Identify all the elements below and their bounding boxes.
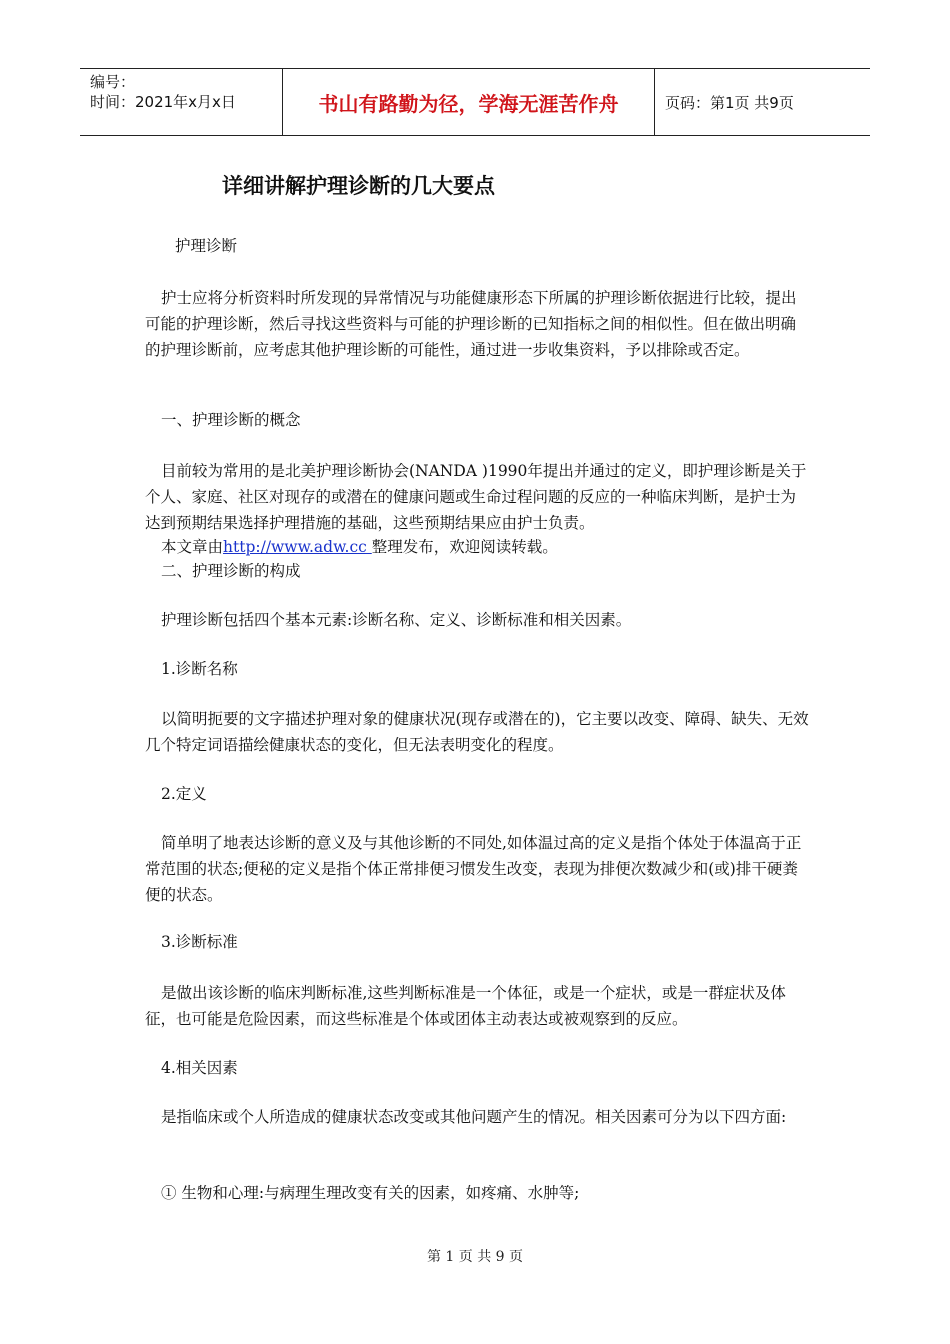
time-label: 时间：2021年x月x日 [90,93,236,111]
paragraph: 是做出该诊断的临床判断标准,这些判断标准是一个体征，或是一个症状，或是一群症状及体征，也可能是危险因素，而这些标准是个体或团体主动表达或被观察到的反应。 [145,984,786,1028]
paragraph: 是指临床或个人所造成的健康状态改变或其他问题产生的情况。相关因素可分为以下四方面: [161,1108,787,1126]
subsection-heading: 4.相关因素 [161,1059,238,1077]
number-label: 编号： [90,73,136,91]
section-heading: 一、护理诊断的概念 [161,411,301,429]
document-title: 详细讲解护理诊断的几大要点 [222,174,495,198]
paragraph: 目前较为常用的是北美护理诊断协会(NANDA )1990年提出并通过的定义，即护理诊断是关于个人、家庭、社区对现存的或潜在的健康问题或生命过程问题的反应的一种临床判断，是护士为达到预期结果选择护理措施的基础，这些预期结果应由护士负责。 [145,462,807,532]
paragraph: 简单明了地表达诊断的意义及与其他诊断的不同处,如体温过高的定义是指个体处于体温高于正常范围的状态;便秘的定义是指个体正常排便习惯发生改变，表现为排便次数减少和(或)排干硬粪便的状态。 [145,834,802,904]
source-note-suffix: 整理发布，欢迎阅读转载。 [371,538,558,556]
paragraph: 护士应将分析资料时所发现的异常情况与功能健康形态下所属的护理诊断依据进行比较，提出可能的护理诊断，然后寻找这些资料与可能的护理诊断的已知指标之间的相似性。但在做出明确的护理诊断前，应考虑其他护理诊断的可能性，通过进一步收集资料，予以排除或否定。 [145,289,797,359]
paragraph-intro-label: 护理诊断 [175,237,238,255]
section-heading: 二、护理诊断的构成 [161,562,301,580]
subsection-heading: 1.诊断名称 [161,660,238,678]
subsection-heading: 2.定义 [161,785,207,803]
header-page-info: 页码：第1页 共9页 [665,93,794,112]
subsection-heading: 3.诊断标准 [161,933,238,951]
header-table [80,68,870,136]
source-note [145,534,810,560]
page-footer: 第 1 页 共 9 页 [426,1249,524,1265]
header-motto: 书山有路勤为径，学海无涯苦作舟 [282,69,655,135]
paragraph: 以简明扼要的文字描述护理对象的健康状况(现存或潜在的)，它主要以改变、障碍、缺失、无效几个特定词语描绘健康状态的变化，但无法表明变化的程度。 [145,710,809,754]
list-item: ① 生物和心理:与病理生理改变有关的因素，如疼痛、水肿等; [161,1184,580,1202]
source-note-prefix: 本文章由 [161,538,224,556]
header-meta [80,69,282,135]
source-link[interactable]: http://www.adw.cc [223,538,372,556]
paragraph: 护理诊断包括四个基本元素:诊断名称、定义、诊断标准和相关因素。 [161,611,632,629]
